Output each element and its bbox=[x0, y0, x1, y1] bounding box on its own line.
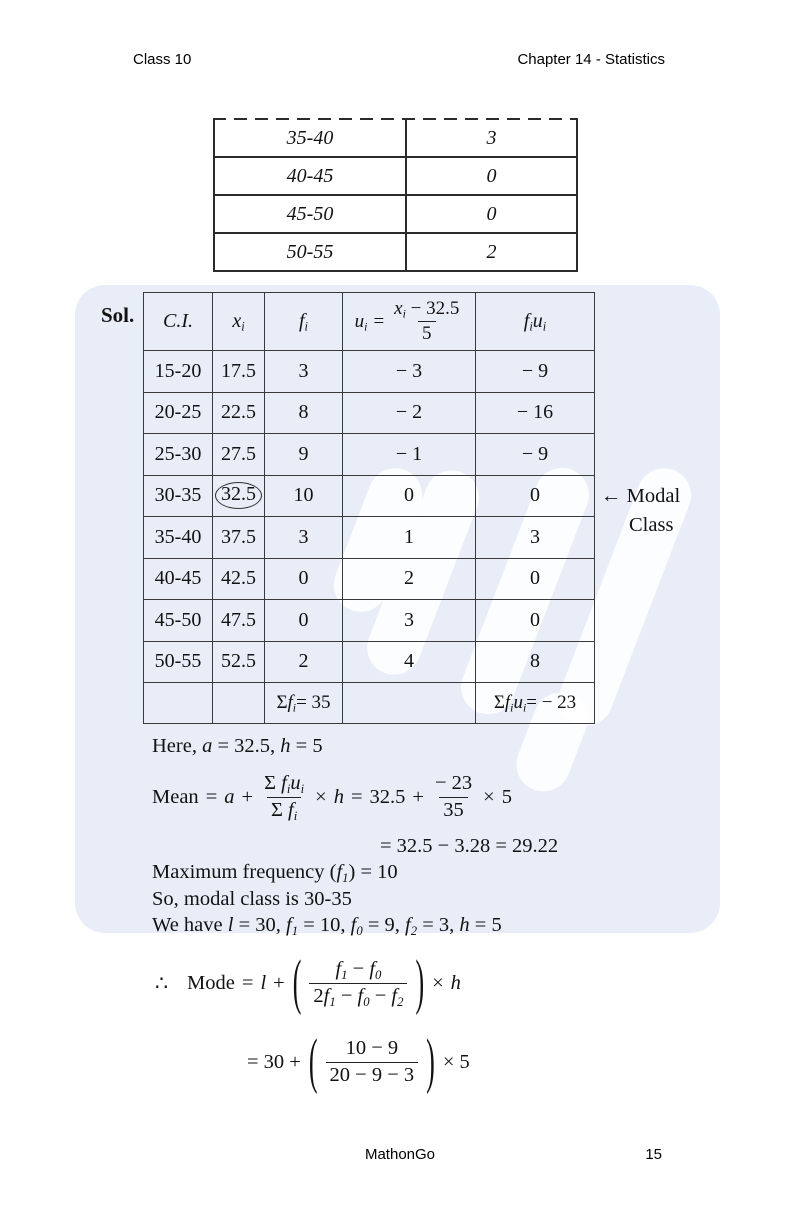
table-cell: 8 bbox=[476, 642, 594, 684]
header-fiui bbox=[476, 293, 594, 351]
table-cell: 3 bbox=[265, 517, 343, 559]
table-cell: 15-20 bbox=[144, 351, 213, 393]
var-f: f bbox=[287, 692, 293, 713]
text: × 5 bbox=[442, 1050, 470, 1073]
text: We have bbox=[152, 914, 228, 936]
top-table-body bbox=[215, 120, 576, 270]
table-cell: 4 bbox=[343, 642, 476, 684]
minus: − bbox=[352, 957, 365, 980]
fraction bbox=[431, 772, 476, 822]
solution-table bbox=[143, 292, 595, 724]
table-cell: 0 bbox=[405, 158, 576, 194]
close-paren: ) bbox=[415, 947, 425, 1016]
minus: − bbox=[340, 984, 353, 1007]
subscript: 2 bbox=[410, 923, 418, 938]
sigma: Σ bbox=[264, 771, 276, 794]
subscript: i bbox=[542, 319, 547, 334]
var-f: f bbox=[323, 984, 330, 1007]
table-cell: 3 bbox=[405, 120, 576, 156]
mode-word: Mode bbox=[187, 971, 235, 994]
table-cell-empty bbox=[343, 683, 476, 723]
text: = 10, bbox=[298, 914, 351, 936]
table-cell: 10 bbox=[265, 476, 343, 518]
text: Maximum frequency ( bbox=[152, 861, 337, 883]
table-cell: 47.5 bbox=[213, 600, 265, 642]
table-cell: 0 bbox=[265, 559, 343, 601]
fraction-numerator bbox=[331, 958, 385, 983]
text: = 32.5, bbox=[212, 735, 281, 757]
table-cell: 0 bbox=[476, 559, 594, 601]
subscript: i bbox=[293, 808, 298, 823]
subscript: 0 bbox=[363, 994, 370, 1009]
subscript: i bbox=[510, 701, 514, 715]
fraction-numerator bbox=[260, 772, 308, 797]
fraction-numerator: 10 − 9 bbox=[345, 1036, 399, 1059]
equals: = bbox=[373, 310, 385, 332]
var-h: h bbox=[450, 971, 461, 994]
subscript: i bbox=[402, 307, 406, 321]
table-cell: 2 bbox=[343, 559, 476, 601]
plus: + bbox=[273, 971, 285, 994]
table-row bbox=[144, 351, 594, 393]
table-cell: 52.5 bbox=[213, 642, 265, 684]
table-cell: 27.5 bbox=[213, 434, 265, 476]
table-row bbox=[215, 234, 576, 270]
table-cell bbox=[213, 476, 265, 518]
therefore-symbol: ∴ bbox=[155, 972, 169, 995]
plus: + bbox=[412, 785, 424, 808]
value: 32.5 bbox=[369, 785, 406, 808]
table-cell: 50-55 bbox=[144, 642, 213, 684]
open-paren: ( bbox=[292, 947, 302, 1016]
table-row bbox=[144, 476, 594, 518]
max-frequency-line bbox=[152, 861, 398, 884]
var-u: u bbox=[354, 310, 365, 332]
var-x: x bbox=[232, 310, 242, 332]
var-u: u bbox=[290, 771, 301, 794]
table-cell: 35-40 bbox=[144, 517, 213, 559]
value: 5 bbox=[501, 785, 512, 808]
var-f: f bbox=[405, 914, 411, 936]
subscript: i bbox=[522, 701, 527, 715]
header-xi bbox=[213, 293, 265, 351]
var-x: x bbox=[394, 298, 403, 320]
table-cell: 2 bbox=[405, 234, 576, 270]
footer-page-number: 15 bbox=[645, 1146, 662, 1163]
sum-fi bbox=[265, 683, 343, 723]
header-class: Class 10 bbox=[133, 51, 192, 68]
table-row bbox=[215, 196, 576, 234]
table-cell: − 1 bbox=[343, 434, 476, 476]
var-f: f bbox=[350, 914, 357, 936]
close-paren: ) bbox=[426, 1026, 435, 1095]
table-cell: 3 bbox=[476, 517, 594, 559]
fraction bbox=[309, 958, 407, 1008]
sigma: Σ bbox=[493, 692, 505, 713]
sum-fiui-value: = − 23 bbox=[526, 692, 577, 713]
coefficient: 2 bbox=[313, 984, 324, 1007]
var-f: f bbox=[504, 692, 511, 713]
fraction-numerator bbox=[390, 298, 463, 321]
numerator-rest: − 32.5 bbox=[405, 298, 460, 320]
table-cell: 35-40 bbox=[286, 126, 334, 149]
mean-result: = 32.5 − 3.28 = 29.22 bbox=[380, 835, 559, 857]
var-f: f bbox=[357, 984, 364, 1007]
solution-label: Sol. bbox=[101, 303, 135, 327]
text: = 30 + bbox=[247, 1050, 301, 1073]
table-cell: 22.5 bbox=[213, 393, 265, 435]
times: × bbox=[483, 785, 495, 808]
table-cell: − 16 bbox=[476, 393, 594, 435]
table-cell-empty bbox=[213, 683, 265, 723]
open-paren: ( bbox=[308, 1026, 318, 1095]
var-f: f bbox=[369, 957, 376, 980]
table-row bbox=[144, 559, 594, 601]
text: ) = 10 bbox=[348, 861, 398, 883]
header-ui-formula bbox=[343, 293, 476, 351]
table-header-row bbox=[144, 293, 594, 351]
subscript: i bbox=[300, 781, 305, 796]
mean-formula bbox=[152, 765, 512, 829]
var-f: f bbox=[288, 798, 294, 821]
sum-fiui bbox=[476, 683, 594, 723]
subscript: i bbox=[364, 320, 368, 334]
text: = 30, bbox=[233, 914, 287, 936]
modal-word: Modal bbox=[626, 485, 681, 507]
top-table bbox=[213, 120, 578, 272]
table-cell: 45-50 bbox=[286, 202, 334, 225]
sol-table-body bbox=[144, 351, 594, 683]
table-row bbox=[144, 434, 594, 476]
table-cell: 20-25 bbox=[144, 393, 213, 435]
modal-note-line2: Class bbox=[629, 514, 674, 537]
var-h: h bbox=[459, 914, 470, 936]
var-l: l bbox=[260, 971, 267, 994]
minus: − bbox=[374, 984, 387, 1007]
footer-brand: MathonGo bbox=[364, 1146, 436, 1163]
table-continuation-dashed-border bbox=[213, 118, 578, 120]
table-cell: 1 bbox=[343, 517, 476, 559]
table-cell: 30-35 bbox=[144, 476, 213, 518]
modal-class-statement: So, modal class is 30-35 bbox=[152, 888, 352, 910]
text: = 5 bbox=[469, 914, 502, 936]
table-row bbox=[144, 600, 594, 642]
var-h: h bbox=[280, 735, 291, 757]
table-cell: 17.5 bbox=[213, 351, 265, 393]
circled-value: 32.5 bbox=[215, 482, 262, 509]
var-u: u bbox=[513, 692, 523, 713]
subscript: 1 bbox=[291, 923, 299, 938]
here-line bbox=[152, 735, 323, 758]
var-u: u bbox=[532, 310, 543, 332]
table-row bbox=[215, 158, 576, 196]
sum-fi-value: = 35 bbox=[296, 692, 331, 713]
mean-word: Mean bbox=[152, 785, 199, 808]
table-cell: 37.5 bbox=[213, 517, 265, 559]
equals: = bbox=[205, 785, 218, 808]
subscript: 1 bbox=[342, 870, 349, 885]
var-a: a bbox=[224, 785, 235, 808]
fraction-denominator bbox=[267, 797, 301, 823]
table-cell: − 3 bbox=[343, 351, 476, 393]
table-cell: 8 bbox=[265, 393, 343, 435]
sigma: Σ bbox=[270, 798, 283, 821]
we-have-line bbox=[152, 914, 502, 937]
left-arrow-icon: ← bbox=[601, 485, 622, 507]
modal-class-note bbox=[601, 482, 680, 540]
subscript: i bbox=[529, 319, 533, 334]
var-f: f bbox=[335, 957, 342, 980]
header-chapter: Chapter 14 - Statistics bbox=[517, 51, 665, 68]
var-f: f bbox=[391, 984, 398, 1007]
subscript: 0 bbox=[375, 967, 382, 982]
table-cell: − 2 bbox=[343, 393, 476, 435]
fraction-denominator: 35 bbox=[439, 797, 468, 823]
subscript: i bbox=[292, 701, 297, 715]
fraction-denominator: 20 − 9 − 3 bbox=[326, 1062, 419, 1088]
text: = 9, bbox=[362, 914, 406, 936]
var-f: f bbox=[336, 861, 343, 883]
text: = 5 bbox=[290, 735, 323, 757]
times: × bbox=[315, 785, 327, 808]
table-row bbox=[215, 120, 576, 158]
table-cell: − 9 bbox=[476, 434, 594, 476]
mode-result bbox=[247, 1026, 470, 1098]
var-h: h bbox=[333, 785, 344, 808]
table-cell: 45-50 bbox=[144, 600, 213, 642]
fraction-denominator: 5 bbox=[418, 321, 436, 345]
var-l: l bbox=[227, 914, 234, 936]
var-f: f bbox=[298, 310, 305, 332]
header-fi bbox=[265, 293, 343, 351]
header-ci: C.I. bbox=[144, 293, 213, 351]
table-cell: 3 bbox=[265, 351, 343, 393]
table-row bbox=[144, 642, 594, 684]
table-cell: 0 bbox=[476, 600, 594, 642]
table-cell: 0 bbox=[476, 476, 594, 518]
table-cell: 3 bbox=[343, 600, 476, 642]
subscript: 1 bbox=[341, 967, 348, 982]
table-cell: 50-55 bbox=[286, 240, 334, 263]
table-row bbox=[144, 393, 594, 435]
table-cell: 2 bbox=[265, 642, 343, 684]
subscript: 0 bbox=[356, 923, 363, 938]
subscript: 2 bbox=[397, 994, 404, 1009]
fraction bbox=[260, 772, 308, 822]
table-row bbox=[144, 517, 594, 559]
table-cell: 0 bbox=[405, 196, 576, 232]
subscript: 1 bbox=[329, 994, 336, 1009]
modal-note-line1 bbox=[601, 482, 680, 511]
subscript: i bbox=[241, 319, 245, 334]
fraction-denominator bbox=[309, 983, 407, 1009]
table-cell: 0 bbox=[343, 476, 476, 518]
subscript: i bbox=[304, 319, 308, 334]
sigma: Σ bbox=[276, 692, 288, 713]
table-cell: 40-45 bbox=[286, 164, 334, 187]
table-footer-row bbox=[144, 683, 594, 723]
text: = 3, bbox=[417, 914, 460, 936]
mode-formula bbox=[155, 947, 461, 1016]
fraction-numerator: − 23 bbox=[434, 771, 473, 794]
equals: = bbox=[241, 971, 254, 994]
table-cell-empty bbox=[144, 683, 213, 723]
table-cell: 25-30 bbox=[144, 434, 213, 476]
times: × bbox=[432, 971, 444, 994]
table-cell: 0 bbox=[265, 600, 343, 642]
equals: = bbox=[350, 785, 363, 808]
var-a: a bbox=[202, 735, 213, 757]
subscript: i bbox=[286, 781, 291, 796]
plus: + bbox=[241, 785, 254, 808]
var-f: f bbox=[286, 914, 292, 936]
table-cell: 42.5 bbox=[213, 559, 265, 601]
table-cell: 9 bbox=[265, 434, 343, 476]
table-cell: 40-45 bbox=[144, 559, 213, 601]
fraction bbox=[390, 298, 463, 345]
fraction bbox=[326, 1037, 419, 1087]
text: Here, bbox=[152, 735, 203, 757]
var-f: f bbox=[281, 771, 287, 794]
var-f: f bbox=[523, 310, 530, 332]
table-cell: − 9 bbox=[476, 351, 594, 393]
